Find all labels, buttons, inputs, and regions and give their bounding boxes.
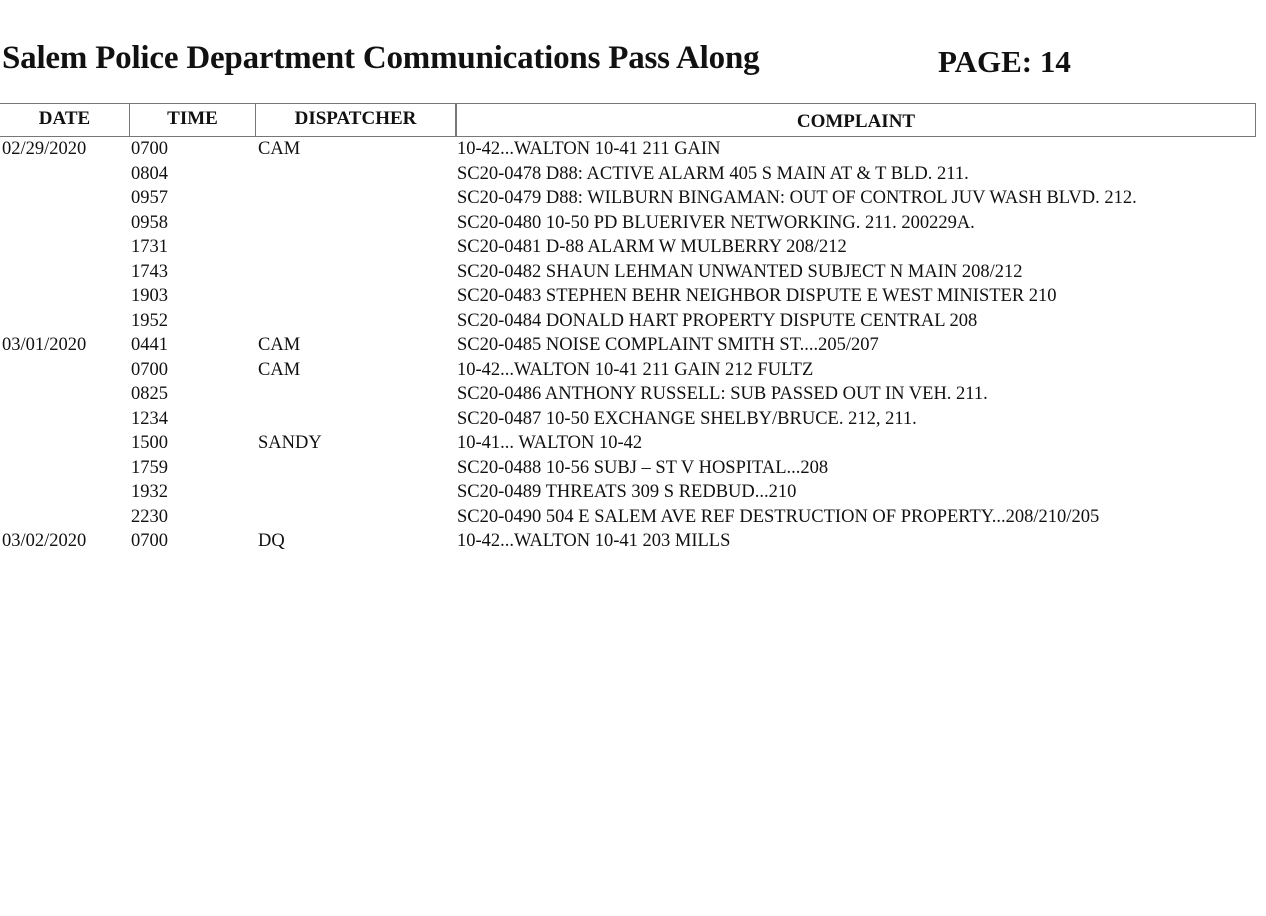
column-header-dispatcher: DISPATCHER xyxy=(256,104,456,136)
cell-complaint: 10-41... WALTON 10-42 xyxy=(457,433,643,453)
table-row xyxy=(0,529,1266,554)
document-header xyxy=(0,40,1266,84)
cell-time: 0825 xyxy=(131,384,168,404)
column-header-date: DATE xyxy=(0,104,130,136)
cell-time: 0957 xyxy=(131,188,168,208)
cell-complaint: SC20-0488 10-56 SUBJ – ST V HOSPITAL...208 xyxy=(457,457,829,478)
cell-time: 1759 xyxy=(131,457,168,478)
cell-complaint: 10-42...WALTON 10-41 211 GAIN xyxy=(457,139,721,159)
cell-complaint: SC20-0479 D88: WILBURN BINGAMAN: OUT OF CONTROL JUV WASH BLVD. 212. xyxy=(457,188,1137,208)
cell-time: 0958 xyxy=(131,212,168,233)
table-row xyxy=(0,358,1266,383)
cell-time: 0804 xyxy=(131,163,168,184)
table-body xyxy=(0,137,1266,554)
cell-time: 2230 xyxy=(131,506,168,527)
table-row xyxy=(0,431,1266,456)
cell-time: 1903 xyxy=(131,286,168,306)
table-row xyxy=(0,284,1266,309)
cell-time: 0700 xyxy=(131,139,168,159)
cell-time: 1234 xyxy=(131,408,168,429)
table-row xyxy=(0,480,1266,505)
cell-time: 0441 xyxy=(131,335,168,355)
cell-dispatcher: CAM xyxy=(258,359,301,380)
page-number: PAGE: 14 xyxy=(938,44,1071,79)
cell-time: 1952 xyxy=(131,310,168,331)
cell-time: 1932 xyxy=(131,482,168,502)
cell-complaint: 10-42...WALTON 10-41 203 MILLS xyxy=(457,531,731,551)
cell-date: 03/01/2020 xyxy=(2,335,87,355)
cell-complaint: SC20-0481 D-88 ALARM W MULBERRY 208/212 xyxy=(457,237,847,257)
table-row xyxy=(0,137,1266,162)
cell-complaint: SC20-0483 STEPHEN BEHR NEIGHBOR DISPUTE E WEST MINISTER 210 xyxy=(457,286,1057,306)
table-row xyxy=(0,407,1266,432)
column-header-time: TIME xyxy=(130,104,256,136)
cell-time: 0700 xyxy=(131,531,168,551)
cell-date: 03/02/2020 xyxy=(2,531,87,551)
table-row xyxy=(0,456,1266,481)
table-row xyxy=(0,505,1266,530)
cell-dispatcher: DQ xyxy=(258,531,285,551)
cell-dispatcher: SANDY xyxy=(258,433,322,453)
column-header-complaint: COMPLAINT xyxy=(456,104,1256,136)
table-row xyxy=(0,309,1266,334)
cell-complaint: SC20-0478 D88: ACTIVE ALARM 405 S MAIN AT & T BLD. 211. xyxy=(457,163,969,184)
table-row xyxy=(0,186,1266,211)
table-row xyxy=(0,235,1266,260)
cell-complaint: 10-42...WALTON 10-41 211 GAIN 212 FULTZ xyxy=(457,359,814,380)
cell-time: 0700 xyxy=(131,359,168,380)
cell-time: 1731 xyxy=(131,237,168,257)
table-row xyxy=(0,211,1266,236)
cell-complaint: SC20-0489 THREATS 309 S REDBUD...210 xyxy=(457,482,797,502)
cell-time: 1500 xyxy=(131,433,168,453)
cell-complaint: SC20-0480 10-50 PD BLUERIVER NETWORKING. 211. 200229A. xyxy=(457,212,975,233)
cell-dispatcher: CAM xyxy=(258,335,301,355)
cell-complaint: SC20-0490 504 E SALEM AVE REF DESTRUCTION OF PROPERTY...208/210/205 xyxy=(457,506,1100,527)
table-row xyxy=(0,260,1266,285)
table-row xyxy=(0,382,1266,407)
cell-date: 02/29/2020 xyxy=(2,139,87,159)
cell-complaint: SC20-0482 SHAUN LEHMAN UNWANTED SUBJECT N MAIN 208/212 xyxy=(457,261,1023,282)
cell-complaint: SC20-0485 NOISE COMPLAINT SMITH ST....205/207 xyxy=(457,335,879,355)
cell-complaint: SC20-0487 10-50 EXCHANGE SHELBY/BRUCE. 212, 211. xyxy=(457,408,917,429)
cell-time: 1743 xyxy=(131,261,168,282)
table-row xyxy=(0,162,1266,187)
table-row xyxy=(0,333,1266,358)
cell-dispatcher: CAM xyxy=(258,139,301,159)
table-header xyxy=(0,103,1256,137)
document-title: Salem Police Department Communications Pass Along xyxy=(2,40,760,76)
cell-complaint: SC20-0484 DONALD HART PROPERTY DISPUTE CENTRAL 208 xyxy=(457,310,978,331)
cell-complaint: SC20-0486 ANTHONY RUSSELL: SUB PASSED OUT IN VEH. 211. xyxy=(457,384,988,404)
